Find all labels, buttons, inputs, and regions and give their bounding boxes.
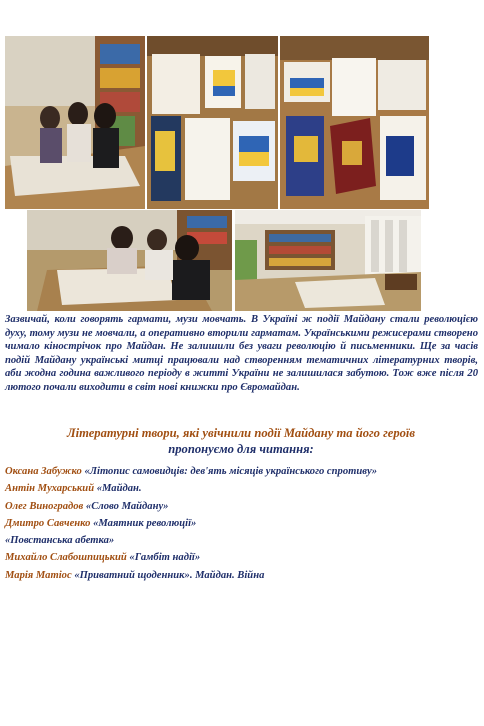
book-author: Антін Мухарський	[5, 483, 95, 495]
list-item	[5, 567, 479, 584]
book-title: «Приватний щоденник». Майдан. Війна	[71, 569, 265, 581]
reading-list-heading	[10, 425, 472, 457]
reading-list-heading-line1: Літературні твори, які увічнили події Майдану та його героїв	[66, 426, 416, 440]
photo-library-room	[235, 210, 421, 311]
book-author: Оксана Забужко	[5, 466, 82, 477]
book-author: Михайло Слабошпицький	[5, 552, 127, 564]
list-item	[5, 463, 479, 480]
list-item	[5, 498, 479, 515]
photo-book-display-2	[280, 36, 429, 209]
book-title: «Повстанська абетка»	[5, 535, 115, 547]
reading-list-heading-line2: пропонуємо для читання:	[168, 442, 314, 456]
list-item	[5, 480, 479, 497]
book-list	[5, 463, 479, 584]
list-item	[5, 515, 479, 532]
article-paragraph: Зазвичай, коли говорять гармати, музи мовчать. В Україні ж події Майдану стали революцією духу, тому музи не мовчали, а оперативно вторили гарматам. Українськими режисерами створено чимало кінострічок про Майдан. Не залишили без уваги революцію й письменники. Ще за часів подій Майдану українські митці працювали над створенням тематичних літературних творів, аби жодна година важливого періоду в житті України не залишилася забутою. Тож вже після 20 лютого почали виходити в світ нові книжки про Євромайдан.	[5, 314, 478, 393]
photo-students-reading	[5, 36, 145, 209]
list-item	[5, 549, 479, 566]
book-title: «Майдан.	[94, 483, 142, 495]
book-title: «Літопис самовидців: дев'ять місяців українського спротиву»	[81, 466, 377, 477]
book-author: Марія Матіос	[5, 569, 72, 581]
photo-book-display-1	[147, 36, 278, 209]
book-title: «Гамбіт надії»	[126, 552, 201, 564]
list-item	[5, 532, 479, 549]
book-title: «Маятник революції»	[90, 517, 197, 529]
photo-students-table	[27, 210, 232, 311]
book-author: Дмитро Савченко	[5, 517, 91, 529]
book-author: Олег Виноградов	[5, 500, 84, 512]
book-title: «Слово Майдану»	[83, 500, 169, 512]
